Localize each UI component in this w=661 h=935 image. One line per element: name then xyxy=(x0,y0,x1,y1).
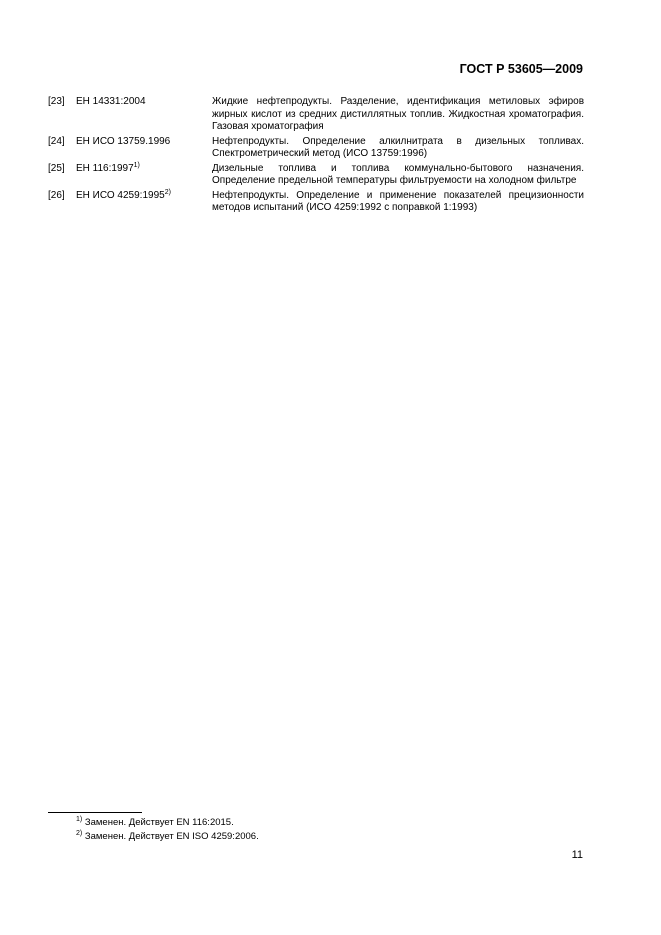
reference-item xyxy=(48,190,584,215)
bibliography-list xyxy=(48,96,584,217)
reference-standard-code: ЕН 116:1997 xyxy=(76,162,134,174)
reference-item xyxy=(48,163,584,188)
page-number: 11 xyxy=(571,849,583,861)
reference-item xyxy=(48,136,584,161)
reference-number: [24] xyxy=(48,135,65,147)
reference-number: [26] xyxy=(48,189,65,201)
reference-standard xyxy=(76,163,212,188)
reference-title: Жидкие нефтепродукты. Разделение, идентификация метиловых эфиров жирных кислот из средних дистиллятных топлив. Жидкостная хроматография. Газовая хроматография xyxy=(212,96,584,132)
footnote-mark: 2) xyxy=(76,830,83,837)
footnote-marker: 2) xyxy=(164,188,171,196)
footnote-text: Заменен. Действует EN ISO 4259:2006. xyxy=(82,831,259,842)
footnote-item xyxy=(76,830,259,844)
reference-standard-code: ЕН 14331:2004 xyxy=(76,96,146,107)
reference-item xyxy=(48,96,584,134)
footnote-text: Заменен. Действует EN 116:2015. xyxy=(82,817,234,828)
reference-number: [25] xyxy=(48,162,65,174)
reference-title: Нефтепродукты. Определение алкилнитрата в дизельных топливах. Спектрометрический метод (ИСО 13759:1996) xyxy=(212,135,584,159)
footnotes xyxy=(76,816,259,844)
reference-standard xyxy=(76,190,212,215)
reference-title: Дизельные топлива и топлива коммунально-бытового назначения. Определение предельной температуры фильтруемости на холодном фильтре xyxy=(212,162,584,186)
footnote-separator xyxy=(48,812,142,813)
reference-standard-code: ЕН ИСО 4259:1995 xyxy=(76,189,165,201)
reference-title: Нефтепродукты. Определение и применение показателей прецизионности методов испытаний (ИСО 4259:1992 с поправкой 1:1993) xyxy=(212,189,584,213)
reference-standard xyxy=(76,96,212,134)
document-code: ГОСТ Р 53605—2009 xyxy=(459,62,583,76)
reference-standard-code: ЕН ИСО 13759.1996 xyxy=(76,135,171,147)
footnote-item xyxy=(76,816,259,830)
reference-standard xyxy=(76,136,212,161)
footnote-mark: 1) xyxy=(76,816,83,823)
footnote-marker: 1) xyxy=(133,161,140,169)
reference-number: [23] xyxy=(48,96,65,107)
